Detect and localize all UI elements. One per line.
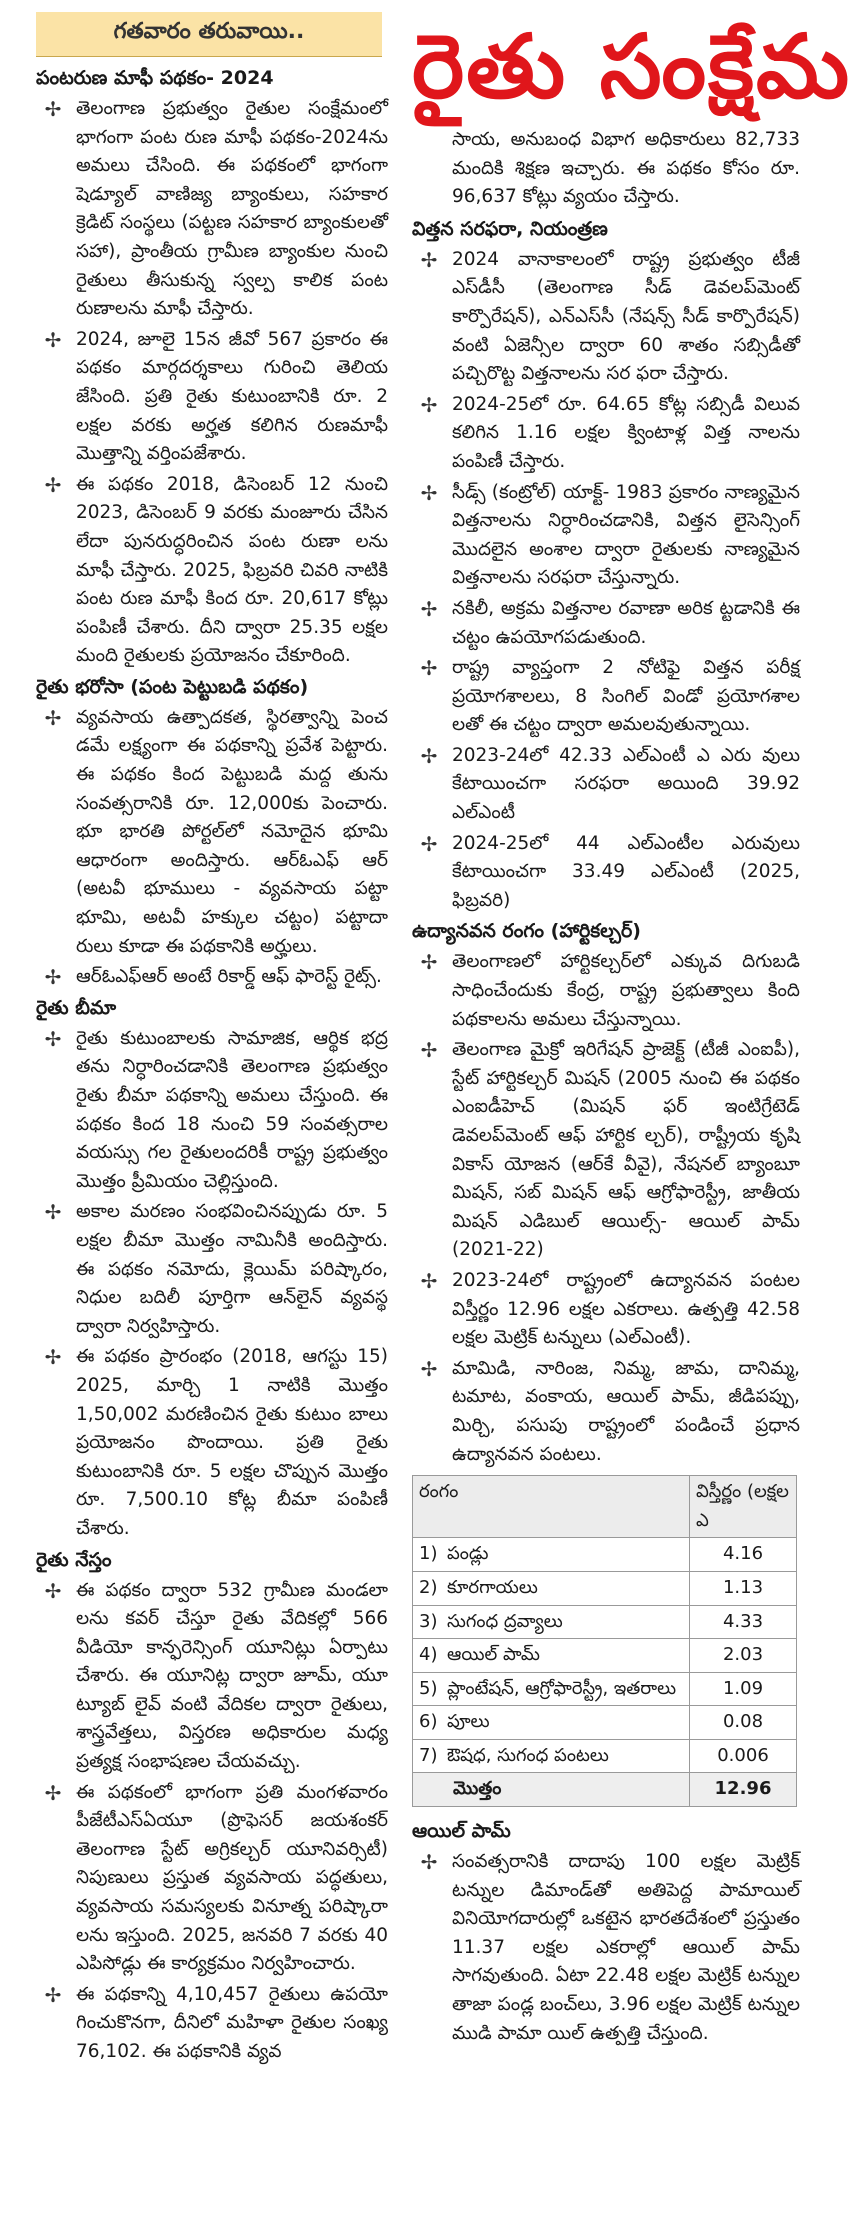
section-heading-horticulture: ఉద్యానవన రంగం (హార్టికల్చర్) [412,920,641,943]
row-index: 4) [419,1644,438,1666]
table-header-row [413,1476,797,1538]
list-item [36,1025,388,1197]
column-header-area: విస్తీర్ణం (లక్షల ఎ [690,1476,797,1538]
section-heading-crop-loan-waiver: పంటరుణ మాఫీ పథకం- 2024 [36,67,274,89]
table-cell-value: 1.09 [690,1672,797,1706]
item-text: ఈ పథకాన్ని 4,10,457 రైతులు ఉపయో గించుకొనగా, దీనిలో మహిళా రైతుల సంఖ్య 76,102. ఈ పథకానికి వ్యవ [76,1983,388,2062]
bullet-icon: ✢ [44,97,62,121]
table-cell-sector [413,1672,690,1706]
item-text: తెలంగాణ మైక్రో ఇరిగేషన్ ప్రాజెక్ట్ (టీజీ ఎంఐపీ), స్టేట్ హార్టికల్చర్ మిషన్ (2005 నుంచి ఈ పథకం ఎంఐడీహెచ్ (మిషన్ ఫర్ ఇంటిగ్రేటెడ్ డెవలప్‌మెంట్ ఆఫ్ హార్టిక ల్చర్), రాష్ట్రీయ కృషి వికాస్ యోజన (ఆర్‌కే వీవై), నేషనల్ బ్యాంబూ మిషన్, సబ్ మిషన్ ఆఫ్ ఆగ్రోఫారెస్ట్రీ, జాతీయ మిషన్ ఎడిబుల్ ఆయిల్స్- ఆయిల్ పామ్ (2021-22) [452,1039,800,1261]
list-item [412,479,800,593]
section-heading-seed-supply: విత్తన సరఫరా, నియంత్రణ [412,217,608,240]
list-item [412,246,800,389]
bullet-icon: ✢ [44,1200,62,1225]
table-cell-sector [413,1605,690,1639]
bullet-icon: ✢ [44,1578,62,1603]
table-row [413,1672,797,1706]
left-column [36,62,388,2069]
list-item [412,948,800,1034]
list-item [412,742,800,828]
list-item [412,830,800,916]
row-label: పూలు [447,1711,490,1733]
bullet-icon: ✢ [420,392,438,417]
item-text: సీడ్స్ (కంట్రోల్) యాక్ట్- 1983 ప్రకారం నాణ్యమైన విత్తనాలను నిర్ధారించడానికి, విత్తన లైసెన్సింగ్ మొదలైన అంశాల ద్వారా రైతులకు నాణ్యమైన విత్తనాలను సరఫరా చేస్తున్నారు. [452,481,800,589]
row-index: 3) [419,1610,438,1632]
bullet-icon: ✢ [420,656,438,681]
bullet-icon: ✢ [44,705,62,730]
bullet-icon: ✢ [420,1038,438,1063]
row-label: ప్లాంటేషన్, ఆగ్రోఫారెస్ట్రీ, ఇతరాలు [447,1677,677,1699]
table-cell-sector [413,1706,690,1740]
item-text: 2023-24లో రాష్ట్రంలో ఉద్యానవన పంటల విస్తీర్ణం 12.96 లక్షల ఎకరాలు. ఉత్పత్తి 42.58 లక్షల మెట్రిక్ టన్నులు (ఎల్ఎంటీ). [452,1269,800,1349]
table-row [413,1706,797,1740]
bullet-icon: ✢ [420,1356,438,1381]
table-cell-value: 2.03 [690,1639,797,1673]
item-text: రాష్ట్ర వ్యాప్తంగా 2 నోటిఫై విత్తన పరీక్ష ప్రయోగశాలలు, 8 సింగిల్ విండో ప్రయోగశాల లతో ఈ చట్టం ద్వారా అమలవుతున్నాయి. [452,657,800,736]
previous-week-banner: గతవారం తరువాయి.. [36,12,382,57]
item-text: తెలంగాణలో హార్టికల్చర్‌లో ఎక్కువ దిగుబడి సాధించేందుకు కేంద్ర, రాష్ట్ర ప్రభుత్వాలు కింది పథకాలను అమలు చేస్తున్నాయి. [452,951,800,1030]
column-header-sector: రంగం [413,1476,690,1538]
row-label: ఆయిల్ పామ్ [447,1644,540,1666]
item-text: ఈ పథకం ప్రారంభం (2018, ఆగస్టు 15) 2025, మార్చి 1 నాటికి మొత్తం 1,50,002 మరణించిన రైతు కుటుం బాలు ప్రయోజనం పొందాయి. ప్రతి రైతు కుటుంబానికి రూ. 5 లక్షల చొప్పున మొత్తం రూ. 7,500.10 కోట్ల బీమా పంపిణీ చేశారు. [76,1346,388,1539]
bullet-icon: ✢ [420,1850,438,1875]
table-cell-value: 4.16 [690,1538,797,1572]
list-item [36,1779,388,1979]
bullet-icon: ✢ [44,1026,62,1051]
row-label: కూరగాయలు [447,1576,538,1598]
horticulture-area-table [412,1475,797,1807]
table-total-row [413,1773,797,1807]
table-cell-value: 0.08 [690,1706,797,1740]
table-cell-value: 0.006 [690,1739,797,1773]
row-index: 2) [419,1576,438,1598]
section-heading-rythu-bima: రైతు బీమా [36,996,117,1019]
table-cell-sector [413,1571,690,1605]
list-item [36,326,388,469]
list-item [36,1198,388,1341]
item-text: వ్యవసాయ ఉత్పాదకత, స్థిరత్వాన్ని పెంచ డమే లక్ష్యంగా ఈ పథకాన్ని ప్రవేశ పెట్టారు. ఈ పథకం కింద పెట్టుబడి మద్ద తును సంవత్సరానికి రూ. 12,000కు పెంచారు. భూ భారతి పోర్టల్‌లో నమోదైన భూమి ఆధారంగా అందిస్తారు. ఆర్ఓఎఫ్ ఆర్ (అటవీ భూములు - వ్యవసాయ పట్టా భూమి, అటవీ హక్కుల చట్టం) పట్టాదా రులు కూడా ఈ పథకానికి అర్హులు. [76,706,388,957]
bullet-icon: ✢ [420,247,438,272]
item-text: ఆర్‌ఓఎఫ్‌ఆర్ అంటే రికార్డ్ ఆఫ్ ఫారెస్ట్ రైట్స్. [76,966,382,988]
table-row [413,1538,797,1572]
right-column [412,126,800,2050]
item-text: ఈ పథకం 2018, డిసెంబర్ 12 నుంచి 2023, డిసెంబర్ 9 వరకు మంజూరు చేసిన లేదా పునరుద్ధరించిన పంట రుణా లను మాఫీ చేస్తారు. 2025, ఫిబ్రవరి చివరి నాటికి పంట రుణ మాఫీ కింద రూ. 20,617 కోట్లు పంపిణీ చేశారు. దీని ద్వారా 25.35 లక్షల మంది రైతులకు ప్రయోజనం చేకూరింది. [76,473,388,667]
item-text: మామిడి, నారింజ, నిమ్మ, జామ, దానిమ్మ, టమాట, వంకాయ, ఆయిల్ పామ్, జీడిపప్పు, మిర్చి, పసుపు రాష్ట్రంలో పండించే ప్రధాన ఉద్యానవన పంటలు. [452,1357,800,1465]
bullet-icon: ✢ [44,1345,62,1370]
bullet-icon: ✢ [44,472,62,497]
list-item [412,1036,800,1265]
list-item [36,471,388,671]
section-heading-rythu-nestham: రైతు నేస్తం [36,1548,112,1571]
item-text: ఈ పథకం ద్వారా 532 గ్రామీణ మండలా లను కవర్ చేస్తూ రైతు వేదికల్లో 566 వీడియో కాన్ఫరెన్సింగ్ యూనిట్లు ఏర్పాటు చేశారు. ఈ యూనిట్ల ద్వారా జూమ్, యూ ట్యూబ్ లైవ్ వంటి వేదికల ద్వారా రైతులు, శాస్త్రవేత్తలు, విస్తరణ అధికారుల మధ్య ప్రత్యక్ష సంభాషణల చేయవచ్చు. [76,1579,388,1773]
list-item [36,1343,388,1543]
bullet-icon: ✢ [44,965,62,990]
list-item [36,704,388,961]
table-cell-value: 1.13 [690,1571,797,1605]
item-text: 2023-24లో 42.33 ఎల్ఎంటీ ఎ ఎరు వులు కేటాయించగా సరఫరా అయింది 39.92 ఎల్ఎంటీ [452,744,800,824]
table-cell-sector [413,1639,690,1673]
list-item [412,1355,800,1469]
item-text: ఈ పథకంలో భాగంగా ప్రతి మంగళవారం పీజేటీఎస్ఏయూ (ప్రొఫెసర్ జయశంకర్ తెలంగాణ స్టేట్ అగ్రికల్చర్ యూనివర్సిటీ) నిపుణులు ప్రస్తుత వ్యవసాయ పద్ధతులు, వ్యవసాయ సమస్యలకు వినూత్న పరిష్కారా లను ఇస్తుంది. 2025, జనవరి 7 వరకు 40 ఎపిసోడ్లు ఈ కార్యక్రమం నిర్వహించారు. [76,1781,388,1975]
section-heading-rythu-bharosa: రైతు భరోసా (పంట పెట్టుబడి పథకం) [36,675,309,698]
table-row [413,1739,797,1773]
bullet-icon: ✢ [420,743,438,768]
table-row [413,1639,797,1673]
row-index: 1) [419,1543,438,1565]
list-item [36,95,388,324]
list-item [412,595,800,652]
row-index: 6) [419,1711,438,1733]
section-heading-oil-palm: ఆయిల్ పామ్ [412,1820,511,1843]
table-row [413,1605,797,1639]
bullet-icon: ✢ [420,1268,438,1293]
item-text: రైతు కుటుంబాలకు సామాజిక, ఆర్థిక భద్ర తను నిర్ధారించడానికి తెలంగాణ ప్రభుత్వం రైతు బీమా పథకాన్ని అమలు చేస్తుంది. ఈ పథకం కింద 18 నుంచి 59 సంవత్సరాల వయస్సు గల రైతులందరికీ రాష్ట్ర ప్రభుత్వం మొత్తం ప్రీమియం చెల్లిస్తుంది. [76,1027,388,1192]
total-label: మొత్తం [413,1773,690,1807]
bullet-icon: ✢ [420,596,438,621]
masthead-title: రైతు సంక్షేమ [412,15,851,118]
row-index: 5) [419,1677,438,1699]
list-item [412,391,800,477]
item-text: సంవత్సరానికి దాదాపు 100 లక్షల మెట్రిక్ టన్నుల డిమాండ్‌తో అతిపెద్ద పామాయిల్ వినియోగదారుల్లో ఒకటైన భారతదేశంలో ప్రస్తుతం 11.37 లక్షల ఎకరాల్లో ఆయిల్ పామ్ సాగవుతుంది. ఏటా 22.48 లక్షల మెట్రిక్ టన్నుల తాజా పండ్ల బంచ్‌లు, 3.96 లక్షల మెట్రిక్ టన్నుల ముడి పామా యిల్ ఉత్పత్తి చేస్తుంది. [452,1851,800,2044]
list-item [412,654,800,740]
list-item [412,1848,800,2048]
row-label: పండ్లు [447,1543,489,1565]
item-text: 2024-25లో 44 ఎల్ఎంటీల ఎరువులు కేటాయించగా 33.49 ఎల్ఎంటీ (2025, ఫిబ్రవరి) [452,832,800,911]
row-label: ఔషధ, సుగంధ పంటలు [447,1744,609,1766]
item-text: 2024 వానాకాలంలో రాష్ట్ర ప్రభుత్వం టీజీ ఎస్‌డీసీ (తెలంగాణ సీడ్ డెవలప్‌మెంట్ కార్పొరేషన్), ఎన్ఎస్‌సీ (నేషన్స్ సీడ్ కార్పొరేషన్) వంటి ఏజెన్సీల ద్వారా 60 శాతం సబ్సిడీతో పచ్చిరొట్ట విత్తనాలను సర ఫరా చేస్తారు. [452,248,800,385]
table-row [413,1571,797,1605]
list-item [412,1267,800,1353]
bullet-icon: ✢ [44,1780,62,1805]
item-text: నకిలీ, అక్రమ విత్తనాల రవాణా అరిక ట్టడానికి ఈ చట్టం ఉపయోగపడుతుంది. [452,597,800,648]
row-label: సుగంధ ద్రవ్యాలు [447,1610,563,1632]
bullet-icon: ✢ [420,480,438,505]
item-text: అకాల మరణం సంభవించినప్పుడు రూ. 5 లక్షల బీమా మొత్తం నామినీకి అందిస్తారు. ఈ పథకం నమోదు, క్లెయిమ్ పరిష్కారం, నిధుల బదిలీ పూర్తిగా ఆన్‌లైన్ వ్యవస్థ ద్వారా నిర్వహిస్తారు. [76,1201,388,1337]
item-text: 2024-25లో రూ. 64.65 కోట్ల సబ్సిడీ విలువ కలిగిన 1.16 లక్షల క్వింటాళ్ల విత్త నాలను పంపిణీ చేస్తారు. [452,393,800,472]
bullet-icon: ✢ [420,831,438,856]
continued-text: సాయ, అనుబంధ విభాగ అధికారులు 82,733 మందికి శిక్షణ ఇచ్చారు. ఈ పథకం కోసం రూ. 96,637 కోట్లు వ్యయం చేస్తారు. [452,129,800,208]
row-index: 7) [419,1744,438,1766]
table-cell-value: 4.33 [690,1605,797,1639]
total-value: 12.96 [690,1773,797,1807]
list-item [36,1981,388,2067]
item-text: తెలంగాణ ప్రభుత్వం రైతుల సంక్షేమంలో భాగంగా పంట రుణ మాఫీ పథకం-2024ను అమలు చేసింది. ఈ పథకంలో భాగంగా షెడ్యూల్ వాణిజ్య బ్యాంకులు, సహకార క్రెడిట్ సంస్థలు (పట్టణ సహకార బ్యాంకులతో సహా), ప్రాంతీయ గ్రామీణ బ్యాంకుల నుంచి రైతులు తీసుకున్న స్వల్ప కాలిక పంట రుణాలను మాఫీ చేస్తారు. [76,98,388,320]
list-item [36,963,388,992]
bullet-icon: ✢ [44,1982,62,2007]
bullet-icon: ✢ [44,327,62,352]
table-cell-sector [413,1538,690,1572]
list-item [36,1577,388,1777]
table-cell-sector [413,1739,690,1773]
item-text: 2024, జూలై 15న జీవో 567 ప్రకారం ఈ పథకం మార్గదర్శకాలు గురించి తెలియ జేసింది. ప్రతి రైతు కుటుంబానికి రూ. 2 లక్షల వరకు అర్హత కలిగిన రుణమాఫీ మొత్తాన్ని వర్తింపజేశారు. [76,328,388,465]
bullet-icon: ✢ [420,950,438,975]
